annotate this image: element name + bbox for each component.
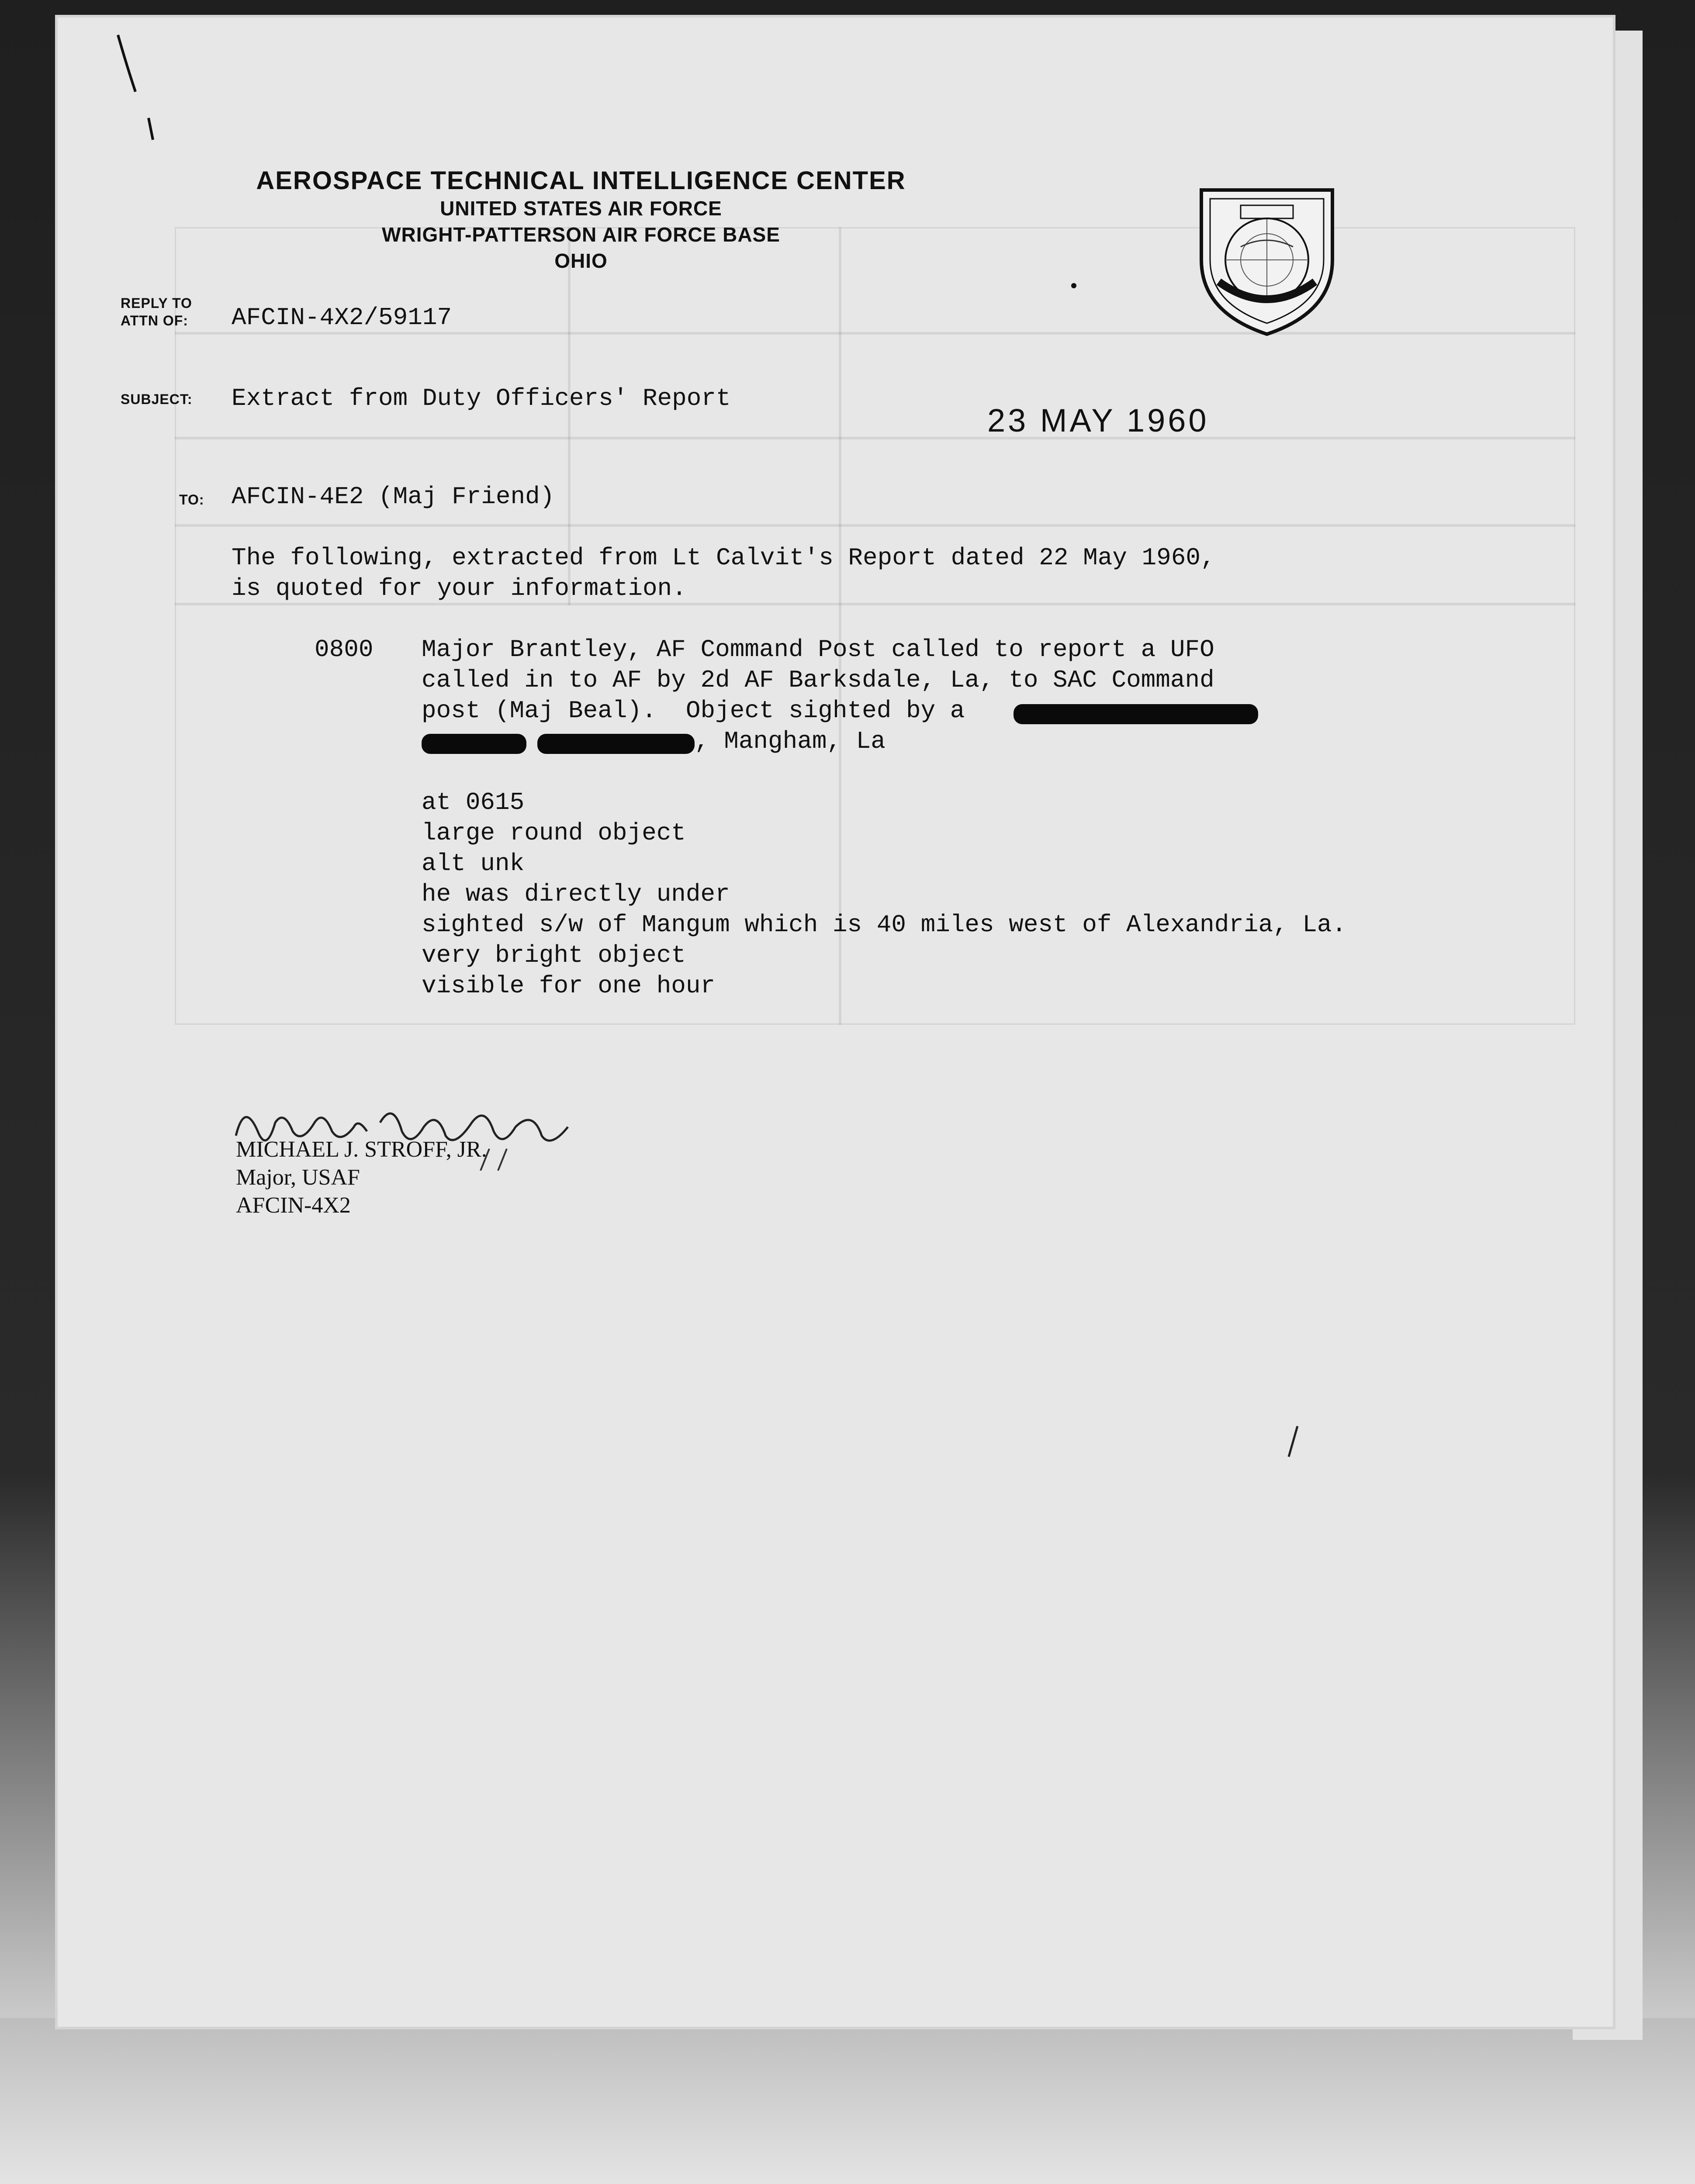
- redaction: [1014, 704, 1258, 724]
- bleed-through-rule: [175, 437, 1575, 439]
- redaction: [537, 734, 695, 754]
- bleed-through-form: [175, 227, 1575, 1025]
- to-value: AFCIN-4E2 (Maj Friend): [232, 483, 555, 511]
- entry-line-3: post (Maj Beal). Object sighted by a: [422, 697, 965, 725]
- signer-name: MICHAEL J. STROFF, JR.: [236, 1137, 487, 1162]
- intro-line-1: The following, extracted from Lt Calvit's Report dated 22 May 1960,: [232, 544, 1215, 572]
- seal-icon: [1193, 173, 1341, 339]
- detail-line: at 0615: [422, 788, 525, 816]
- detail-line: he was directly under: [422, 880, 730, 908]
- bleed-through-rule: [175, 332, 1575, 335]
- subject-label: SUBJECT:: [121, 391, 193, 407]
- header-line-4: OHIO: [554, 249, 608, 272]
- stray-pen-mark: [109, 31, 162, 144]
- attn-of-label: ATTN OF:: [121, 313, 188, 328]
- detail-line: very bright object: [422, 941, 686, 969]
- signer-rank: Major, USAF: [236, 1165, 360, 1190]
- detail-line: sighted s/w of Mangum which is 40 miles west of Alexandria, La.: [422, 911, 1347, 939]
- bleed-through-rule: [175, 603, 1575, 605]
- detail-line: large round object: [422, 819, 686, 847]
- bleed-through-rule: [175, 524, 1575, 527]
- entry-line-2: called in to AF by 2d AF Barksdale, La, to SAC Command: [422, 666, 1214, 694]
- date-stamp: 23 MAY 1960: [987, 402, 1209, 439]
- reply-value: AFCIN-4X2/59117: [232, 304, 452, 332]
- scanner-bed: [0, 2018, 1695, 2184]
- redaction: [422, 734, 526, 754]
- signature-block: [236, 1136, 487, 1220]
- entry-line-4: , Mangham, La: [695, 727, 886, 755]
- detail-line: visible for one hour: [422, 972, 716, 1000]
- entry-line-1: Major Brantley, AF Command Post called to report a UFO: [422, 636, 1214, 663]
- header-line-1: AEROSPACE TECHNICAL INTELLIGENCE CENTER: [256, 166, 906, 195]
- signer-office: AFCIN-4X2: [236, 1193, 351, 1218]
- header-line-3: WRIGHT-PATTERSON AIR FORCE BASE: [382, 223, 780, 246]
- entry-time: 0800: [315, 636, 374, 663]
- bleed-through-divider: [839, 227, 841, 1025]
- stray-pen-mark: [1284, 1424, 1302, 1459]
- header-line-2: UNITED STATES AIR FORCE: [440, 197, 722, 220]
- ink-dot: [1071, 283, 1076, 288]
- reply-to-label: REPLY TO: [121, 295, 192, 311]
- detail-line: alt unk: [422, 850, 525, 878]
- intro-line-2: is quoted for your information.: [232, 574, 687, 602]
- to-label: TO:: [179, 492, 204, 508]
- subject-value: Extract from Duty Officers' Report: [232, 384, 731, 412]
